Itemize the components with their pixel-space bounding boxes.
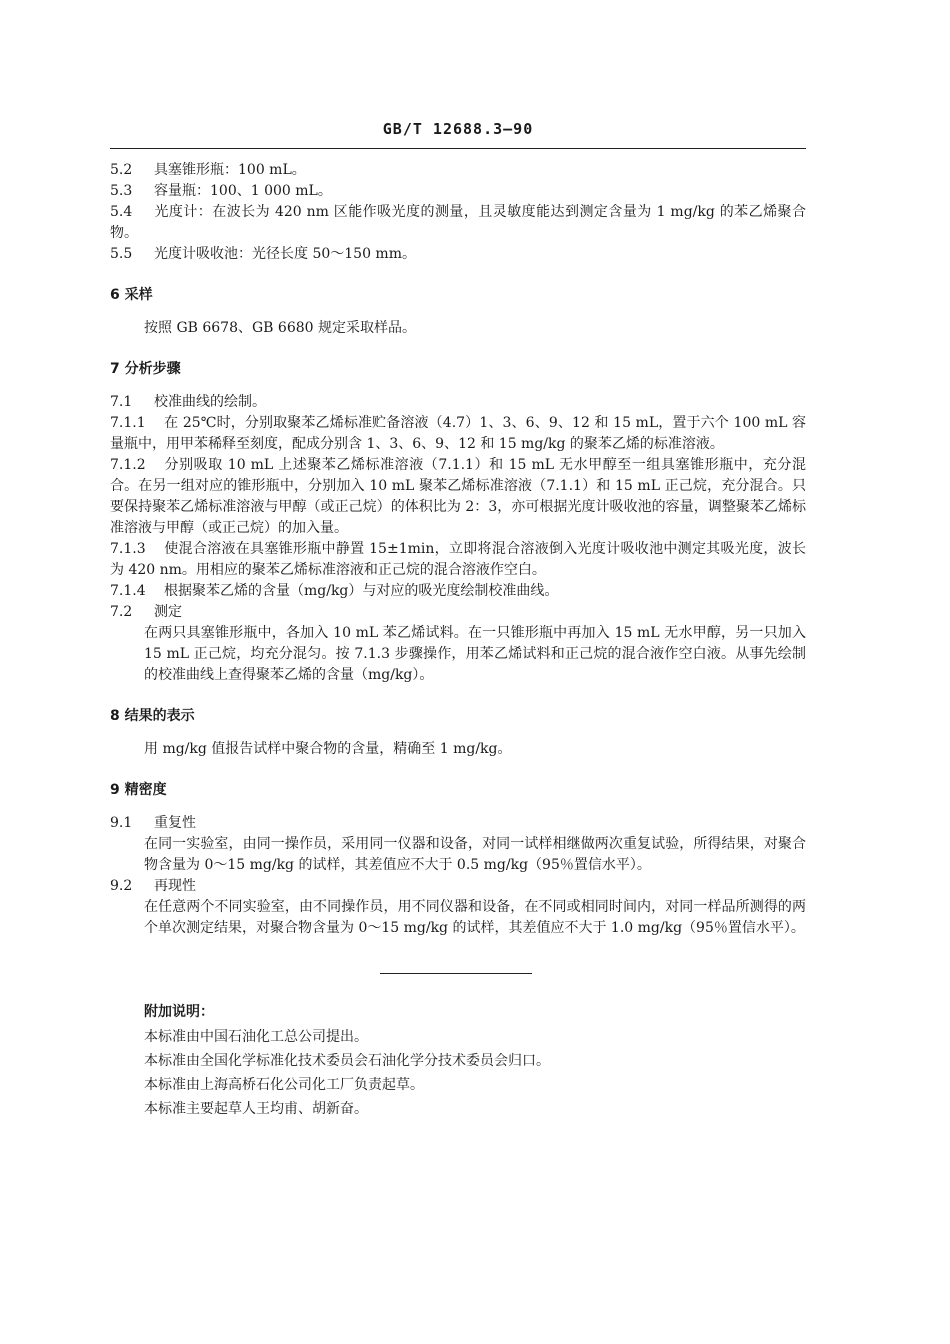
- clause-text: 再现性: [154, 878, 196, 894]
- section-8-title: 8 结果的表示: [110, 708, 195, 724]
- item-number: 5.4: [110, 204, 133, 220]
- clause-text: 测定: [154, 604, 182, 620]
- section-6-body: 按照 GB 6678、GB 6680 规定采取样品。: [144, 320, 417, 336]
- item-text: 光度计：在波长为 420 nm 区能作吸光度的测量，且灵敏度能达到测定含量为 1 mg/kg 的苯乙烯聚合物。: [110, 204, 806, 241]
- clause-text: 在 25℃时，分别取聚苯乙烯标准贮备溶液（4.7）1、3、6、9、12 和 15 mL，置于六个 100 mL 容量瓶中，用甲苯稀释至刻度，配成分别含 1、3、6、9、12 和 15 mg/kg 的聚苯乙烯的标准溶液。: [110, 415, 806, 452]
- clause-7-1-4: [110, 581, 806, 602]
- clause-9-1-body: 在同一实验室，由同一操作员，采用同一仪器和设备，对同一试样相继做两次重复试验，所得结果，对聚合物含量为 0～15 mg/kg 的试样，其差值应不大于 0.5 mg/kg（95％置信水平）。: [144, 836, 806, 873]
- clause-number: 7.1.4: [110, 583, 146, 599]
- note-line: 本标准主要起草人王均甫、胡新奋。: [144, 1101, 368, 1117]
- header-rule: [110, 148, 806, 149]
- clause-9-2-body: 在任意两个不同实验室，由不同操作员，用不同仪器和设备，在不同或相同时间内，对同一样品所测得的两个单次测定结果，对聚合物含量为 0～15 mg/kg 的试样，其差值应不大于 1.0 mg/kg（95％置信水平）。: [144, 899, 806, 936]
- clause-text: 分别吸取 10 mL 上述聚苯乙烯标准溶液（7.1.1）和 15 mL 无水甲醇至一组具塞锥形瓶中，充分混合。在另一组对应的锥形瓶中，分别加入 10 mL 聚苯乙烯标准溶液（7.1.1）和 15 mL 正己烷，充分混合。只要保持聚苯乙烯标准溶液与甲醇（或正己烷）的体积比为 2：3，亦可根据光度计吸收池的容量，调整聚苯乙烯标准溶液与甲醇（或正己烷）的加入量。: [110, 457, 806, 536]
- clause-7-2-body: 在两只具塞锥形瓶中，各加入 10 mL 苯乙烯试料。在一只锥形瓶中再加入 15 mL 无水甲醇，另一只加入 15 mL 正己烷，均充分混匀。按 7.1.3 步骤操作，用苯乙烯试料和正己烷的混合液作空白液。从事先绘制的校准曲线上查得聚苯乙烯的含量（mg/kg）。: [144, 625, 806, 683]
- note-line: 本标准由全国化学标准化技术委员会石油化学分技术委员会归口。: [144, 1053, 550, 1069]
- item-5-5: [110, 244, 806, 265]
- clause-number: 7.1.1: [110, 415, 146, 431]
- clause-number: 7.2: [110, 604, 133, 620]
- item-5-2: [110, 160, 806, 181]
- document-body: [110, 160, 806, 1123]
- section-8-body: 用 mg/kg 值报告试样中聚合物的含量，精确至 1 mg/kg。: [144, 741, 512, 757]
- clause-7-1-3: [110, 539, 806, 581]
- item-text: 容量瓶：100、1 000 mL。: [154, 183, 332, 199]
- clause-7-1-2: [110, 455, 806, 539]
- note-line: 本标准由上海高桥石化公司化工厂负责起草。: [144, 1077, 424, 1093]
- item-number: 5.2: [110, 162, 133, 178]
- item-number: 5.5: [110, 246, 133, 262]
- page-header: GB/T 12688.3—90: [382, 120, 534, 138]
- clause-number: 7.1: [110, 394, 133, 410]
- clause-number: 9.1: [110, 815, 133, 831]
- clause-9-2: [110, 876, 806, 897]
- clause-number: 9.2: [110, 878, 133, 894]
- section-9-title: 9 精密度: [110, 782, 167, 798]
- item-text: 光度计吸收池：光径长度 50～150 mm。: [154, 246, 416, 262]
- clause-text: 使混合溶液在具塞锥形瓶中静置 15±1min，立即将混合溶液倒入光度计吸收池中测定其吸光度，波长为 420 nm。用相应的聚苯乙烯标准溶液和正己烷的混合溶液作空白。: [110, 541, 806, 578]
- clause-text: 校准曲线的绘制。: [154, 394, 266, 410]
- clause-number: 7.1.3: [110, 541, 146, 557]
- item-5-4: [110, 202, 806, 244]
- clause-7-1-1: [110, 413, 806, 455]
- clause-9-1: [110, 813, 806, 834]
- end-rule: [380, 973, 532, 974]
- clause-number: 7.1.2: [110, 457, 146, 473]
- notes-title: 附加说明：: [144, 1004, 214, 1020]
- item-5-3: [110, 181, 806, 202]
- note-line: 本标准由中国石油化工总公司提出。: [144, 1029, 368, 1045]
- item-text: 具塞锥形瓶：100 mL。: [154, 162, 306, 178]
- clause-7-2: [110, 602, 806, 623]
- clause-text: 根据聚苯乙烯的含量（mg/kg）与对应的吸光度绘制校准曲线。: [164, 583, 559, 599]
- item-number: 5.3: [110, 183, 133, 199]
- clause-text: 重复性: [154, 815, 196, 831]
- clause-7-1: [110, 392, 806, 413]
- section-7-title: 7 分析步骤: [110, 361, 181, 377]
- section-6-title: 6 采样: [110, 287, 153, 303]
- additional-notes: [110, 1002, 806, 1120]
